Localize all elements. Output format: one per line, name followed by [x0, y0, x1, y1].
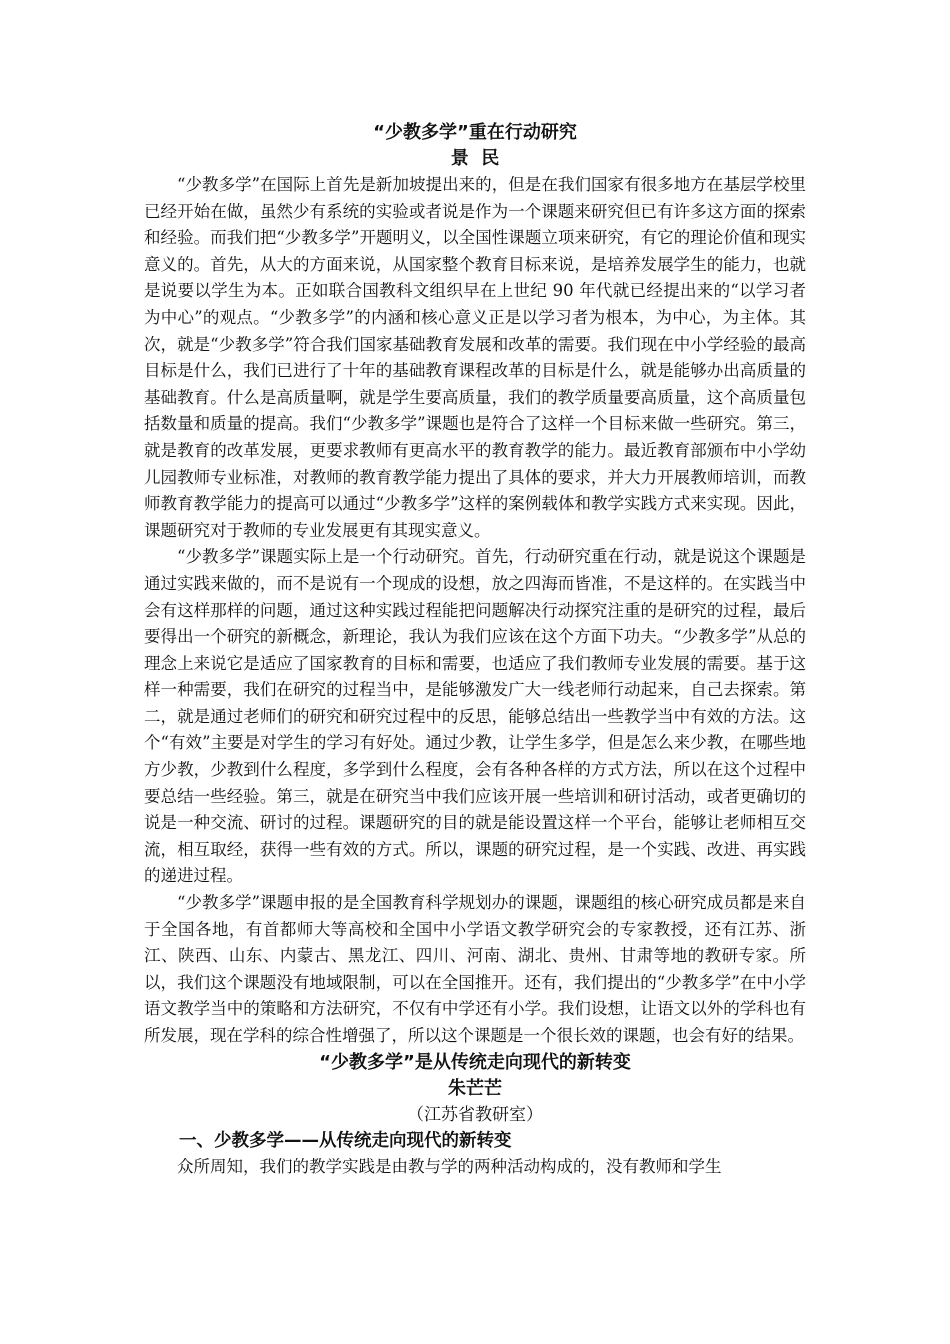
article2-affiliation: （江苏省教研室） [407, 1104, 543, 1125]
article2-paragraph-1: 众所周知，我们的教学实践是由教与学的两种活动构成的，没有教师和学生 [177, 1156, 722, 1176]
article1-paragraph-2: “少教多学”课题实际上是一个行动研究。首先，行动研究重在行动，就是说这个课题是通过实践来做的，而不是说有一个现成的设想，放之四海而皆准，不是这样的。在实践当中会有这样那样的问题，通过这种实践过程能把问题解决行动探究注重的是研究的过程，最后要得出一个研究的新概念，新理论，我认为我们应该在这个方面下功夫。“少教多学”从总的理念上来说它是适应了国家教育的目标和需要，也适应了我们教师专业发展的需要。基于这样一种需要，我们在研究的过程当中，是能够激发广大一线老师行动起来，自己去探索。第二，就是通过老师们的研究和研究过程中的反思，能够总结出一些教学当中有效的方法。这个“有效”主要是对学生的学习有好处。通过少教，让学生多学，但是怎么来少教，在哪些地方少教，少教到什么程度，多学到什么程度，会有各种各样的方式方法，所以在这个过程中要总结一些经验。第三，就是在研究当中我们应该开展一些培训和研讨活动，或者更确切的说是一种交流、研讨的过程。课题研究的目的就是能设置这样一个平台，能够让老师相互交流，相互取经，获得一些有效的方式。所以，课题的研究过程，是一个实践、改进、再实践的递进过程。 [144, 547, 806, 886]
article1-author: 景 民 [450, 148, 500, 169]
article2-section-heading: 一、少教多学——从传统走向现代的新转变 [179, 1130, 512, 1151]
article1-paragraph-3: “少教多学”课题申报的是全国教育科学规划办的课题，课题组的核心研究成员都是来自于全国各地，有首都师大等高校和全国中小学语文教学研究会的专家教授，还有江苏、浙江、陕西、山东、内蒙古、黑龙江、四川、河南、湖北、贵州、甘肃等地的教研专家。所以，我们这个课题没有地域限制，可以在全国推开。还有，我们提出的“少教多学”在中小学语文教学当中的策略和方法研究，不仅有中学还有小学。我们设想，让语文以外的学科也有所发展，现在学科的综合性增强了，所以这个课题是一个很长效的课题，也会有好的结果。 [144, 893, 806, 1045]
document-page [144, 120, 806, 1180]
article1-title: “少教多学”重在行动研究 [373, 122, 577, 143]
article1-paragraph-1: “少教多学”在国际上首先是新加坡提出来的，但是在我们国家有很多地方在基层学校里已经开始在做，虽然少有系统的实验或者说是作为一个课题来研究但已有许多这方面的探索和经验。而我们把“少教多学”开题明义，以全国性课题立项来研究，有它的理论价值和现实意义的。首先，从大的方面来说，从国家整个教育目标来说，是培养发展学生的能力，也就是说要以学生为本。正如联合国教科文组织早在上世纪 90 年代就已经提出来的“以学习者为中心”的观点。“少教多学”的内涵和核心意义正是以学习者为根本，为中心，为主体。其次，就是“少教多学”符合我们国家基础教育发展和改革的需要。我们现在中小学经验的最高目标是什么，我们已进行了十年的基础教育课程改革的目标是什么，就是能够办出高质量的基础教育。什么是高质量啊，就是学生要高质量，我们的教学质量要高质量，这个高质量包括数量和质量的提高。我们“少教多学”课题也是符合了这样一个目标来做一些研究。第三，就是教育的改革发展，更要求教师有更高水平的教育教学的能力。最近教育部颁布中小学幼儿园教师专业标准，对教师的教育教学能力提出了具体的要求，并大力开展教师培训，而教师教育教学能力的提高可以通过“少教多学”这样的案例载体和教学实践方式来实现。因此，课题研究对于教师的专业发展更有其现实意义。 [144, 175, 806, 540]
article2-author: 朱芒芒 [448, 1077, 502, 1099]
article2-title: “少教多学”是从传统走向现代的新转变 [319, 1051, 631, 1073]
